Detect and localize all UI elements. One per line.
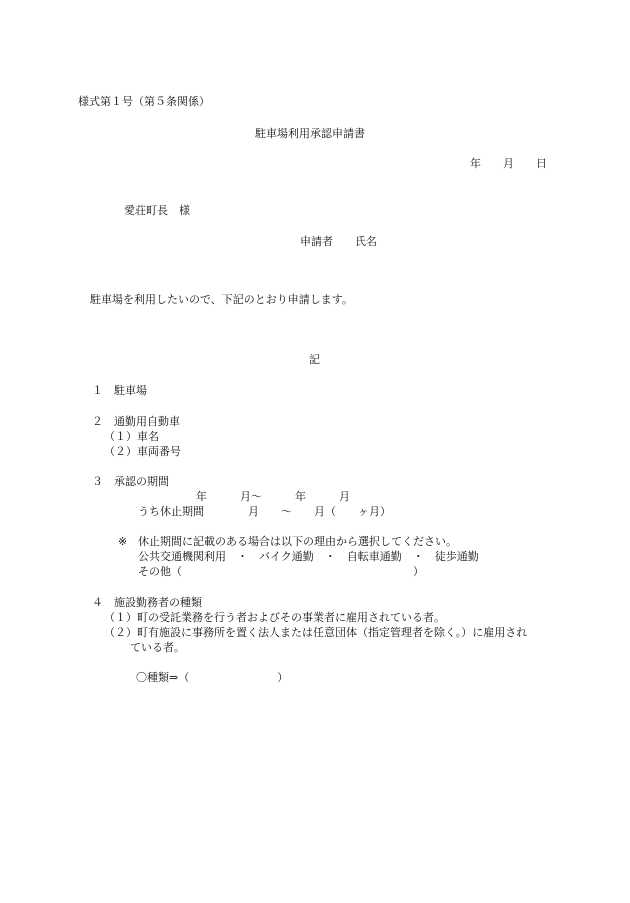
- car-name: （１）車名: [104, 430, 159, 443]
- suspension-period: うち休止期間 月 ～ 月（ ヶ月）: [138, 505, 391, 518]
- section3-heading: ３ 承認の期間: [92, 475, 169, 488]
- ki-heading: 記: [309, 353, 320, 366]
- applicant-name: 申請者 氏名: [300, 235, 377, 248]
- section2-heading: ２ 通勤用自動車: [92, 415, 180, 428]
- section1-heading: １ 駐車場: [92, 384, 147, 397]
- date-line: 年 月 日: [470, 157, 547, 170]
- addressee: 愛荘町長 様: [124, 204, 190, 217]
- car-number: （２）車両番号: [104, 445, 181, 458]
- section4-heading: ４ 施設勤務者の種類: [92, 596, 202, 609]
- period-line: 年 月～ 年 月: [196, 490, 350, 503]
- worker-type-2-line2: ている者。: [130, 641, 185, 654]
- type-field: 〇種類⇒（ ）: [136, 671, 289, 684]
- intro-text: 駐車場を利用したいので、下記のとおり申請します。: [90, 293, 353, 306]
- worker-type-2-line1: （２）町有施設に事務所を置く法人または任意団体（指定管理者を除く。）に雇用され: [104, 626, 528, 639]
- note-text: 休止期間に記載のある場合は以下の理由から選択してください。: [138, 535, 457, 548]
- form-number: 様式第１号（第５条関係）: [78, 95, 210, 108]
- reason-options: 公共交通機関利用 ・ バイク通勤 ・ 自転車通勤 ・ 徒歩通勤: [138, 550, 479, 563]
- note-mark: ※: [118, 535, 128, 548]
- document-title: 駐車場利用承認申請書: [255, 127, 365, 140]
- worker-type-1: （１）町の受託業務を行う者およびその事業者に雇用されている者。: [104, 611, 445, 624]
- other-reason: その他（ ）: [138, 565, 424, 578]
